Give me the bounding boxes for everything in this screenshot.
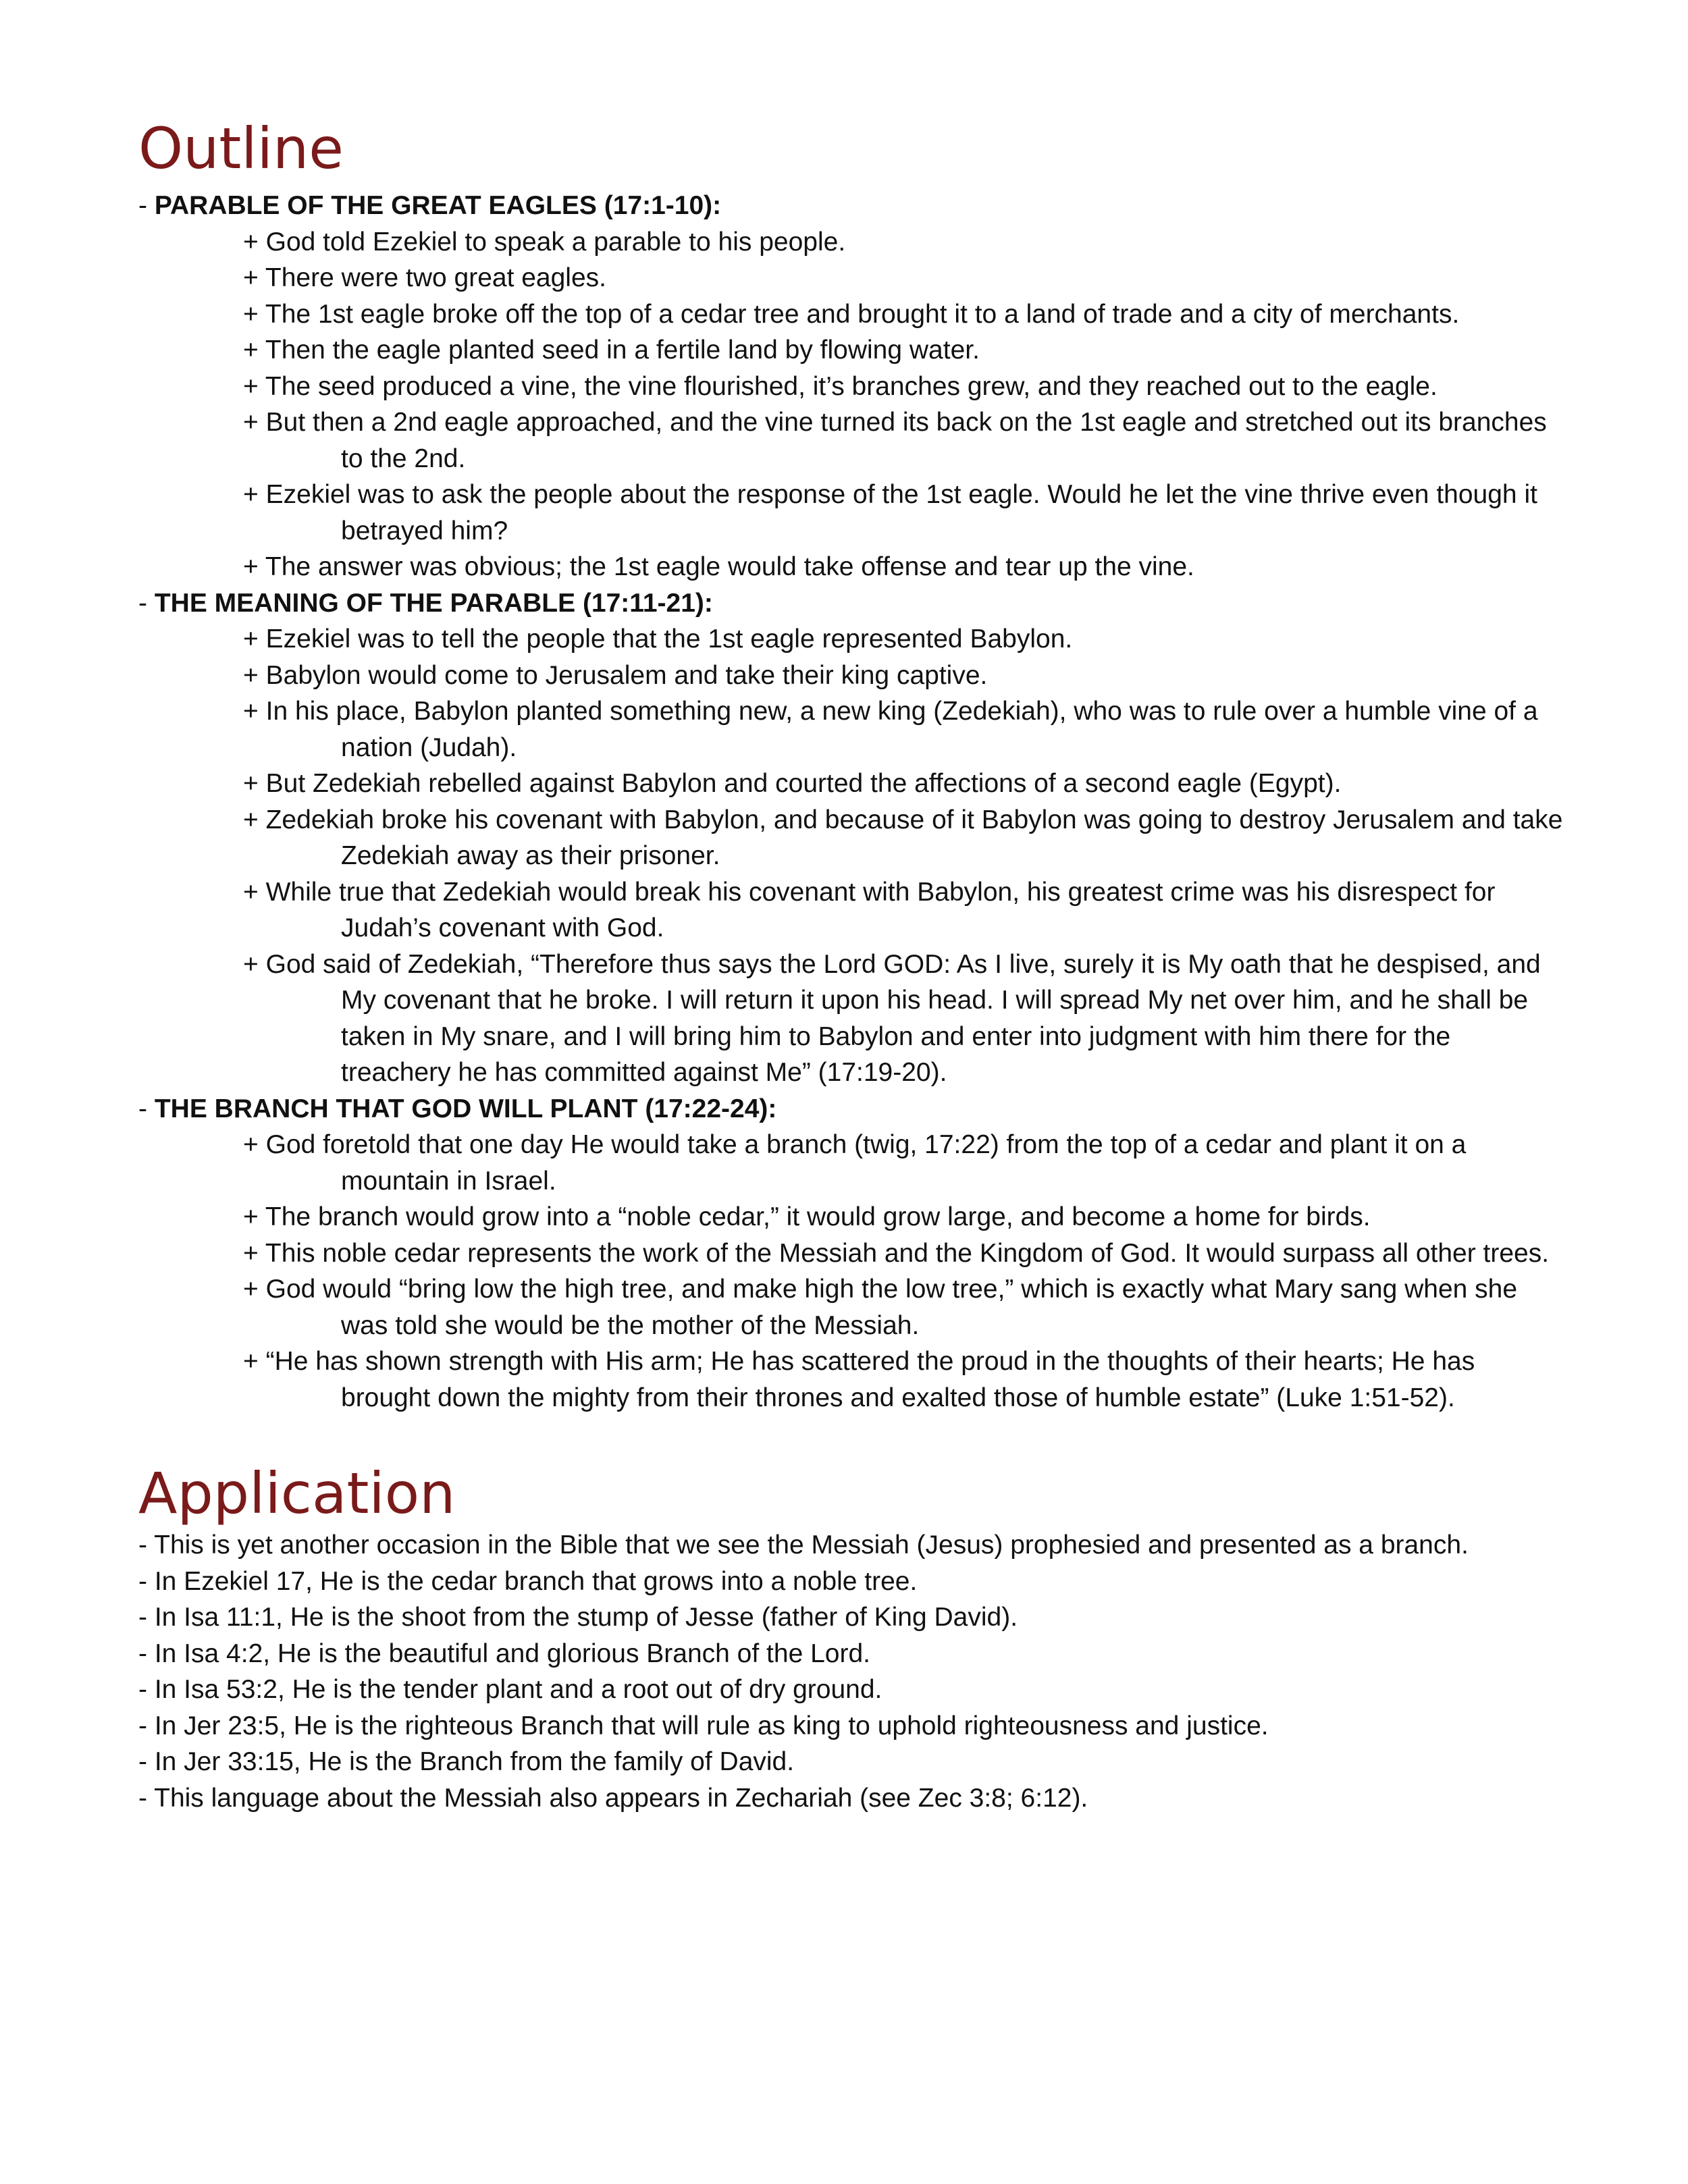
section-item-list — [138, 621, 1563, 1091]
list-item: - This is yet another occasion in the Bible that we see the Messiah (Jesus) prophesied and presented as a branch. — [138, 1530, 1469, 1560]
list-item: + In his place, Babylon planted something new, a new king (Zedekiah), who was to rule over a humble vine of a nation (Judah). — [243, 697, 1538, 762]
list-item: - This language about the Messiah also appears in Zechariah (see Zec 3:8; 6:12). — [138, 1783, 1088, 1813]
list-item: + Ezekiel was to ask the people about the response of the 1st eagle. Would he let the vine thrive even though it betrayed him? — [243, 480, 1537, 545]
list-item: + But then a 2nd eagle approached, and the vine turned its back on the 1st eagle and stretched out its branches to the 2nd. — [243, 408, 1547, 473]
list-item: + But Zedekiah rebelled against Babylon and courted the affections of a second eagle (Egypt). — [243, 769, 1342, 798]
list-item: + Ezekiel was to tell the people that the 1st eagle represented Babylon. — [243, 624, 1073, 654]
section-item-list — [138, 1127, 1563, 1416]
section-prefix: - — [138, 191, 155, 220]
list-item: + The branch would grow into a “noble cedar,” it would grow large, and become a home for birds. — [243, 1202, 1371, 1231]
list-item: + “He has shown strength with His arm; He has scattered the proud in the thoughts of their hearts; He has brought down the mighty from their thrones and exalted those of humble estate” (Luke 1:51-52). — [243, 1347, 1475, 1412]
list-item: - In Isa 4:2, He is the beautiful and glorious Branch of the Lord. — [138, 1639, 870, 1668]
application-item-list — [138, 1527, 1563, 1816]
list-item: - In Jer 33:15, He is the Branch from the family of David. — [138, 1747, 795, 1776]
section-heading-text: THE BRANCH THAT GOD WILL PLANT (17:22-24): — [154, 1094, 777, 1123]
list-item: - In Jer 23:5, He is the righteous Branch that will rule as king to uphold righteousness and justice. — [138, 1711, 1269, 1740]
list-item: + Babylon would come to Jerusalem and take their king captive. — [243, 660, 988, 690]
section-heading — [138, 1091, 1563, 1127]
list-item: + While true that Zedekiah would break his covenant with Babylon, his greatest crime was his disrespect for Judah’s covenant with God. — [243, 877, 1496, 942]
section-heading-text: THE MEANING OF THE PARABLE (17:11-21): — [154, 588, 713, 618]
outline-section — [138, 585, 1563, 1091]
list-item: + God said of Zedekiah, “Therefore thus says the Lord GOD: As I live, surely it is My oath that he despised, and My covenant that he broke. I will return it upon his head. I will spread My net over him, and he shall be taken in My snare, and I will bring him to Babylon and enter into judgment with him there for the treachery he has committed against Me” (17:19-20). — [243, 949, 1541, 1087]
list-item: + God told Ezekiel to speak a parable to his people. — [243, 227, 846, 257]
application-heading: Application — [138, 1460, 456, 1526]
list-item: + The seed produced a vine, the vine flourished, it’s branches grew, and they reached out to the eagle. — [243, 371, 1438, 401]
list-item: + There were two great eagles. — [243, 263, 607, 292]
document-content — [138, 115, 1563, 1816]
list-item: + Zedekiah broke his covenant with Babylon, and because of it Babylon was going to destroy Jerusalem and take Zedekiah away as their prisoner. — [243, 805, 1563, 870]
section-prefix: - — [138, 588, 155, 618]
section-heading-text: PARABLE OF THE GREAT EAGLES (17:1-10): — [154, 191, 722, 220]
list-item: - In Isa 11:1, He is the shoot from the stump of Jesse (father of King David). — [138, 1603, 1018, 1632]
list-item: + The answer was obvious; the 1st eagle would take offense and tear up the vine. — [243, 552, 1194, 581]
section-item-list — [138, 224, 1563, 585]
list-item: + God foretold that one day He would take a branch (twig, 17:22) from the top of a cedar and plant it on a mountain in Israel. — [243, 1130, 1467, 1196]
outline-heading: Outline — [138, 115, 344, 182]
list-item: + This noble cedar represents the work of the Messiah and the Kingdom of God. It would surpass all other trees. — [243, 1238, 1550, 1268]
list-item: - In Isa 53:2, He is the tender plant and a root out of dry ground. — [138, 1675, 882, 1704]
section-heading — [138, 585, 1563, 622]
section-heading — [138, 188, 1563, 224]
outline-section — [138, 1091, 1563, 1416]
list-item: + Then the eagle planted seed in a fertile land by flowing water. — [243, 336, 980, 365]
list-item: + The 1st eagle broke off the top of a cedar tree and brought it to a land of trade and a city of merchants. — [243, 299, 1460, 329]
list-item: - In Ezekiel 17, He is the cedar branch that grows into a noble tree. — [138, 1566, 918, 1596]
outline-section — [138, 188, 1563, 585]
section-prefix: - — [138, 1094, 155, 1123]
list-item: + God would “bring low the high tree, and make high the low tree,” which is exactly what Mary sang when she was told she would be the mother of the Messiah. — [243, 1275, 1518, 1340]
